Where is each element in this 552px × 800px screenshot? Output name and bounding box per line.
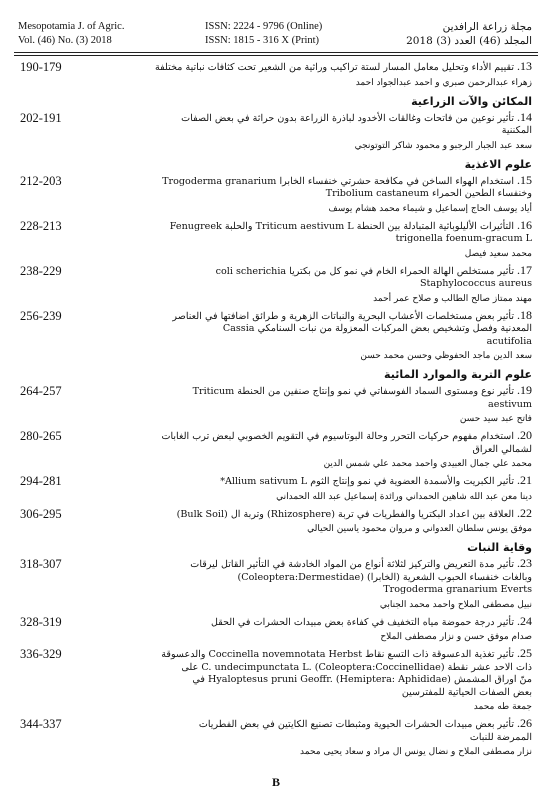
entry-title-line [95, 323, 532, 336]
entry-title-line [95, 125, 532, 138]
entry-body [95, 474, 532, 503]
toc-entry [15, 384, 537, 429]
entry-title-line [95, 278, 532, 291]
entry-title-text: منّ اوراق المشمش Hyaloptesus pruni Geoffr. (Hemiptera: Aphididae) في [192, 674, 532, 685]
journal-name-en: Mesopotamia J. of Agric. [18, 21, 125, 32]
section-title: علوم الاغذية [464, 157, 532, 171]
toc-entry [15, 60, 537, 93]
entry-title-text: الممرضة للنبات [469, 731, 532, 743]
toc-entry [15, 717, 537, 762]
entry-number: 18. [517, 307, 532, 322]
entry-number: 25. [517, 646, 532, 660]
page-range: 318-307 [20, 557, 62, 571]
entry-title-text: acutifolia [486, 335, 532, 347]
entry-title-text: لشمالي العراق [472, 443, 532, 455]
volume-ar: المجلد (46) العدد (3) 2018 [406, 35, 532, 47]
entry-title-text: Staphylococcus aureus [419, 278, 532, 289]
entry-title-line [95, 384, 532, 399]
toc-entry [15, 615, 537, 648]
entry-title-text: Trogoderma granarium Everts [383, 584, 532, 595]
entry-number: 17. [517, 262, 532, 277]
entry-title-text: aestivum [488, 398, 532, 410]
entry-body [95, 264, 532, 305]
entry-title-line [95, 557, 532, 572]
entry-title-text: تأثير نوع ومستوى السماد الفوسفاتي في نمو وإنتاج صنفين من الحنطة Triticum [192, 386, 514, 397]
entry-title-line [95, 687, 532, 700]
entry-title-line [95, 429, 532, 444]
entry-number: 23. [517, 556, 532, 570]
entry-title-line [95, 336, 532, 349]
entry-number: 24. [517, 613, 532, 628]
toc-entry [15, 219, 537, 264]
entry-title-text: وخنفساء الطحين الحمراء Tribolium castaneum [325, 188, 532, 199]
journal-header-issn [205, 20, 322, 48]
entry-title-text: تأثير تغذية الدعسوقة ذات التسع نقاط Coccinella novemnotata Herbst والدعسوقة [161, 649, 514, 660]
entry-title-line [95, 615, 532, 630]
entry-title-line [95, 309, 532, 324]
entry-title-line [95, 674, 532, 687]
entry-title-line [95, 233, 532, 246]
entry-title-line [95, 399, 532, 412]
page-range: 228-213 [20, 218, 62, 233]
journal-name-ar: مجلة زراعة الرافدين [442, 21, 532, 33]
issn-print: ISSN: 1815 - 316 X (Print) [205, 35, 320, 46]
entry-number: 21. [517, 473, 532, 487]
entry-authors: محمد سعيد فيصل [464, 248, 532, 259]
entry-body [95, 384, 532, 425]
page-range: 280-265 [20, 429, 62, 443]
entry-authors: مهند ممتاز صالح الطالب و صلاح عمر أحمد [373, 293, 532, 304]
page-range: 202-191 [20, 110, 62, 125]
entry-body [95, 174, 532, 215]
entry-body [95, 717, 532, 758]
page-range: 336-329 [20, 647, 62, 661]
entry-authors: دينا معن عبد الله شاهين الحمداني ورائدة إسماعيل عبد الله الحمداني [276, 491, 532, 502]
entry-authors: سعد الدين ماجد الحفوظي وحسن محمد حسن [360, 351, 532, 361]
entry-title-line [95, 572, 532, 585]
entry-title-text: التأثيرات الأليلوباثية المتبادلة بين الحنطة Triticum aestivum L والحلبة Fenugreek [169, 220, 514, 232]
entry-title-text: استخدام الهواء الساخن في مكافحة حشرتي خنفساء الخابرا Trogoderma granarium [162, 175, 514, 187]
entry-authors: سعد عبد الجبار الرجبو و محمود شاكر التوتونجي [354, 140, 532, 151]
entry-body [95, 309, 532, 363]
journal-header-english [18, 20, 124, 48]
toc-entry [15, 429, 537, 474]
entry-number: 22. [517, 505, 532, 520]
header-rule-top [14, 52, 538, 53]
entry-title-line [95, 647, 532, 662]
entry-number: 26. [517, 716, 532, 730]
toc-entry [15, 507, 537, 540]
toc-entry [15, 309, 537, 367]
section-title: المكائن والآت الزراعية [411, 94, 532, 108]
entry-authors: أياد يوسف الحاج إسماعيل و شيماء محمد هشام يوسف [328, 203, 532, 214]
toc-entry [15, 474, 537, 507]
entry-number: 16. [517, 217, 532, 232]
entry-title-line [95, 174, 532, 189]
entry-title-text: وبالغات خنفساء الحبوب الشعرية (الخابرا) (Coleoptera:Dermestidae) [237, 571, 532, 583]
entry-body [95, 647, 532, 713]
entry-title-line [95, 584, 532, 597]
volume-en: Vol. (46) No. (3) 2018 [18, 35, 112, 46]
entry-number: 19. [517, 383, 532, 397]
page-range: 306-295 [20, 506, 62, 521]
entry-title-text: بعض الصفات الحياتية للمفترسين [401, 686, 532, 698]
entry-authors: موفق يونس سلطان العدواني و مروان محمود ياسين الحيالي [307, 524, 532, 534]
entry-title-text: تأثير الكبريت والأسمدة العضوية في نمو وإنتاج الثوم Allium sativum L* [220, 476, 514, 487]
entry-number: 13. [517, 59, 532, 73]
page-range: 238-229 [20, 263, 62, 278]
entry-title-text: تأثير بعض مستخلصات الأعشاب البحرية والنباتات الزهرية و طرائق اضافتها في العناصر [172, 310, 514, 322]
issn-online: ISSN: 2224 - 9796 (Online) [205, 21, 323, 32]
entry-title-text: المكننية [501, 125, 532, 136]
header-rule-bottom [14, 55, 538, 56]
entry-authors: صدام موفق حسن و نزار مصطفى الملاح [380, 632, 532, 642]
entry-authors: جمعة طه محمد [473, 702, 532, 712]
page-range: 328-319 [20, 614, 62, 629]
journal-header-arabic [406, 20, 532, 48]
entry-title-line [95, 188, 532, 201]
entry-authors: فاتح عبد سيد حسن [459, 414, 532, 424]
page-range: 190-179 [20, 60, 62, 74]
entry-authors: محمد علي جمال العبيدي واحمد محمد علي شمس الدين [323, 459, 532, 469]
page-range: 212-203 [20, 173, 62, 188]
section-title: وقاية النبات [467, 541, 532, 554]
entry-body [95, 219, 532, 260]
entry-title-line [95, 507, 532, 522]
entry-title-text: trigonella foenum-gracum L [395, 233, 532, 244]
entry-body [95, 557, 532, 611]
page-range: 294-281 [20, 474, 62, 488]
entry-body [95, 615, 532, 644]
entry-title-text: تأثير درجة حموضة مياه التخفيف في كفاءة بعض مبيدات الحشرات في الحقل [210, 616, 514, 628]
page-letter: B [271, 775, 280, 789]
entry-title-line [95, 111, 532, 126]
entry-authors: زهراء عبدالرحمن صبري و احمد عبدالجواد احمد [355, 77, 532, 88]
page-range: 344-337 [20, 717, 62, 731]
entry-number: 15. [517, 172, 532, 187]
entry-title-text: العلاقة بين اعداد البكتريا والفطريات في تربة (Rhizosphere) وتربة ال (Bulk Soil) [176, 508, 514, 520]
section-title: علوم التربة والموارد المائية [384, 368, 532, 381]
entry-authors: نزار مصطفى الملاح و نضال يونس ال مراد و سعاد يحيى محمد [300, 747, 532, 757]
entry-number: 14. [517, 109, 532, 124]
entry-title-text: المعدنية وفصل وتشخيص بعض المركبات المعزولة من نبات السنامكي Cassia [222, 323, 532, 334]
entry-title-line [95, 717, 532, 732]
page-range: 256-239 [20, 308, 62, 323]
entry-title-line [95, 219, 532, 234]
entry-title-text: تأثير مدة التعريض والتركيز لثلاثة أنواع من المواد الخادشة في التأثير القاتل ليرقات [190, 559, 514, 570]
entry-title-text: ذات الاحد عشر نقطة C. undecimpunctata L. (Coleoptera:Coccinellidae) على [181, 661, 532, 673]
table-of-contents [15, 60, 537, 762]
entry-title-line [95, 264, 532, 279]
entry-title-line [95, 474, 532, 489]
toc-entry [15, 647, 537, 717]
entry-title-line [95, 662, 532, 675]
entry-title-text: استخدام مفهوم حركيات التحرر وحالة البوتاسيوم في التقويم الخصوبي لبعض ترب الغابات [161, 431, 514, 442]
toc-entry [15, 557, 537, 615]
toc-entry [15, 111, 537, 156]
page-range: 264-257 [20, 384, 62, 398]
entry-title-line [95, 60, 532, 75]
entry-title-text: تأثير بعض مبيدات الحشرات الحيوية ومثبطات تصنيع الكايتين في بعض الفطريات [198, 719, 514, 730]
entry-number: 20. [517, 428, 532, 442]
toc-entry [15, 264, 537, 309]
entry-body [95, 429, 532, 470]
entry-body [95, 60, 532, 89]
entry-title-text: تأثير نوعين من فاتحات وغالقات الأخدود لباذرة الزراعة بدون حراثة في بعض الصفات [181, 112, 514, 124]
entry-title-line [95, 444, 532, 457]
entry-title-text: تأثير مستخلص الهالة الحمراء الخام في نمو كل من بكتريا coli scherichia [215, 265, 514, 277]
entry-title-line [95, 732, 532, 745]
entry-title-text: تقييم الأداء وتحليل معامل المسار لستة تراكيب وراثية من الشعير تحت كثافات نباتية مختلفة [155, 62, 514, 73]
entry-body [95, 507, 532, 536]
entry-body [95, 111, 532, 152]
entry-authors: نبيل مصطفى الملاح واحمد محمد الجنابي [379, 599, 532, 610]
toc-entry [15, 174, 537, 219]
